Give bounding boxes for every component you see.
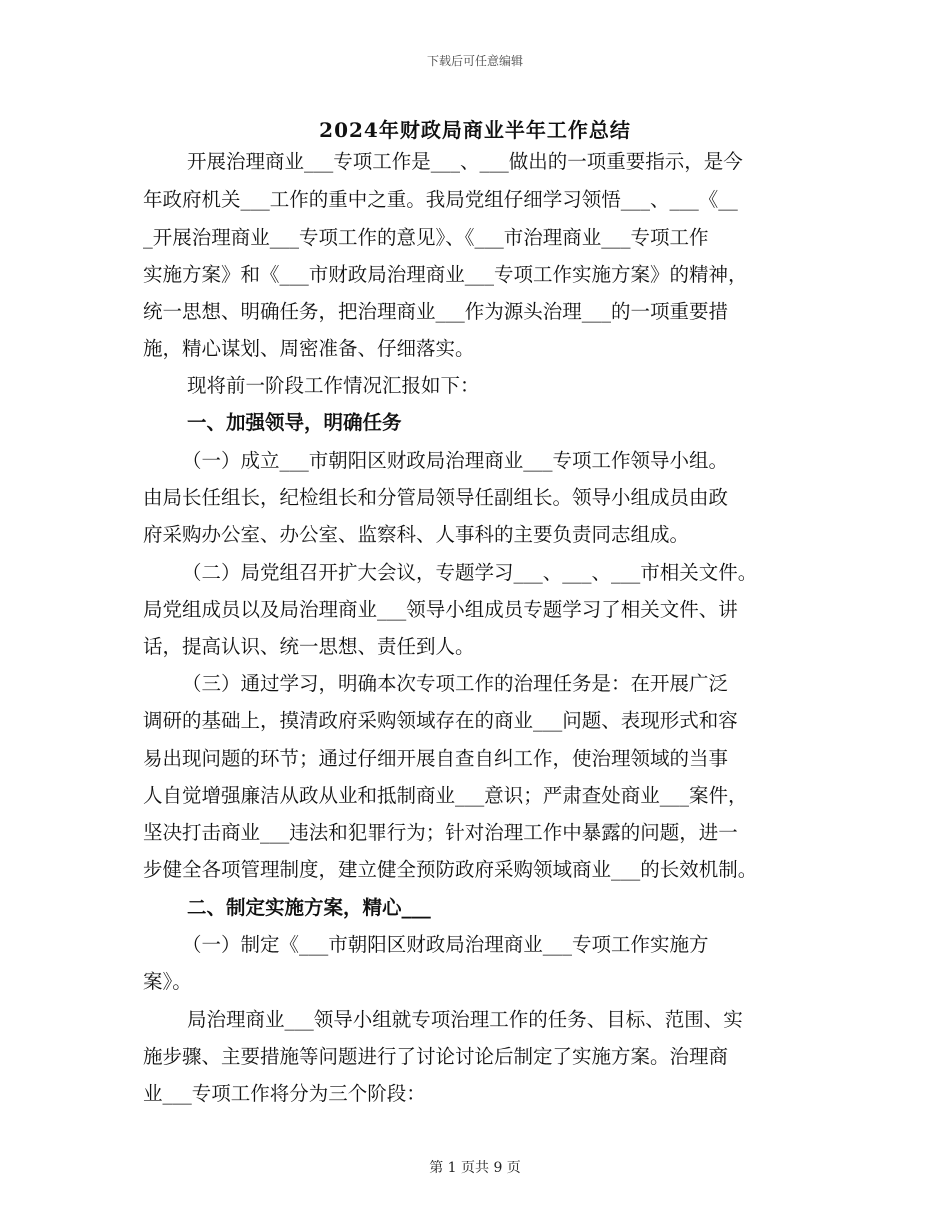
paragraph-line: （三）通过学习，明确本次专项工作的治理任务是：在开展广泛 (182, 672, 729, 695)
paragraph-line: 现将前一阶段工作情况汇报如下： (187, 374, 480, 397)
paragraph-line: 局治理商业___领导小组就专项治理工作的任务、目标、范围、实 (187, 1008, 743, 1031)
page-footer: 第 1 页共 9 页 (429, 1160, 521, 1176)
paragraph-line: 施步骤、主要措施等问题进行了讨论讨论后制定了实施方案。治理商 (143, 1045, 729, 1068)
section-heading: 一、加强领导，明确任务 (187, 411, 402, 434)
paragraph-line: 话，提高认识、统一思想、责任到人。 (143, 635, 475, 658)
paragraph-line: 年政府机关___工作的重中之重。我局党组仔细学习领悟___、___《__ (143, 188, 738, 211)
paragraph-line: （一）制定《___市朝阳区财政局治理商业___专项工作实施方 (182, 933, 709, 956)
paragraph-line: 业___专项工作将分为三个阶段： (143, 1082, 426, 1105)
page-header: 下载后可任意编辑 (426, 54, 523, 68)
section-heading: 二、制定实施方案，精心___ (187, 896, 431, 919)
paragraph-line: _开展治理商业___专项工作的意见》、《___市治理商业___专项工作 (143, 226, 709, 249)
paragraph-line: 易出现问题的环节；通过仔细开展自查自纠工作，使治理领域的当事 (143, 747, 729, 770)
paragraph-line: 施，精心谋划、周密准备、仔细落实。 (143, 337, 475, 360)
paragraph-line: 案》。 (143, 970, 192, 993)
paragraph-line: 实施方案》和《___市财政局治理商业___专项工作实施方案》的精神， (143, 263, 748, 286)
paragraph-line: 步健全各项管理制度，建立健全预防政府采购领域商业___的长效机制。 (143, 858, 758, 881)
paragraph-line: 局党组成员以及局治理商业___领导小组成员专题学习了相关文件、讲 (143, 598, 738, 621)
paragraph-line: 府采购办公室、办公室、监察科、人事科的主要负责同志组成。 (143, 523, 690, 546)
paragraph-line: 开展治理商业___专项工作是___、___做出的一项重要指示，是今 (187, 150, 743, 173)
paragraph-line: 统一思想、明确任务，把治理商业___作为源头治理___的一项重要措 (143, 300, 729, 323)
paragraph-line: （一）成立___市朝阳区财政局治理商业___专项工作领导小组。 (182, 449, 729, 472)
paragraph-line: 坚决打击商业___违法和犯罪行为；针对治理工作中暴露的问题，进一 (143, 821, 738, 844)
paragraph-line: 调研的基础上，摸清政府采购领域存在的商业___问题、表现形式和容 (143, 709, 738, 732)
paragraph-line: 人自觉增强廉洁从政从业和抵制商业___意识；严肃查处商业___案件， (143, 784, 748, 807)
document-title: 2024年财政局商业半年工作总结 (319, 118, 631, 142)
paragraph-line: （二）局党组召开扩大会议，专题学习___、___、___市相关文件。 (182, 561, 758, 584)
paragraph-line: 由局长任组长，纪检组长和分管局领导任副组长。领导小组成员由政 (143, 486, 729, 509)
